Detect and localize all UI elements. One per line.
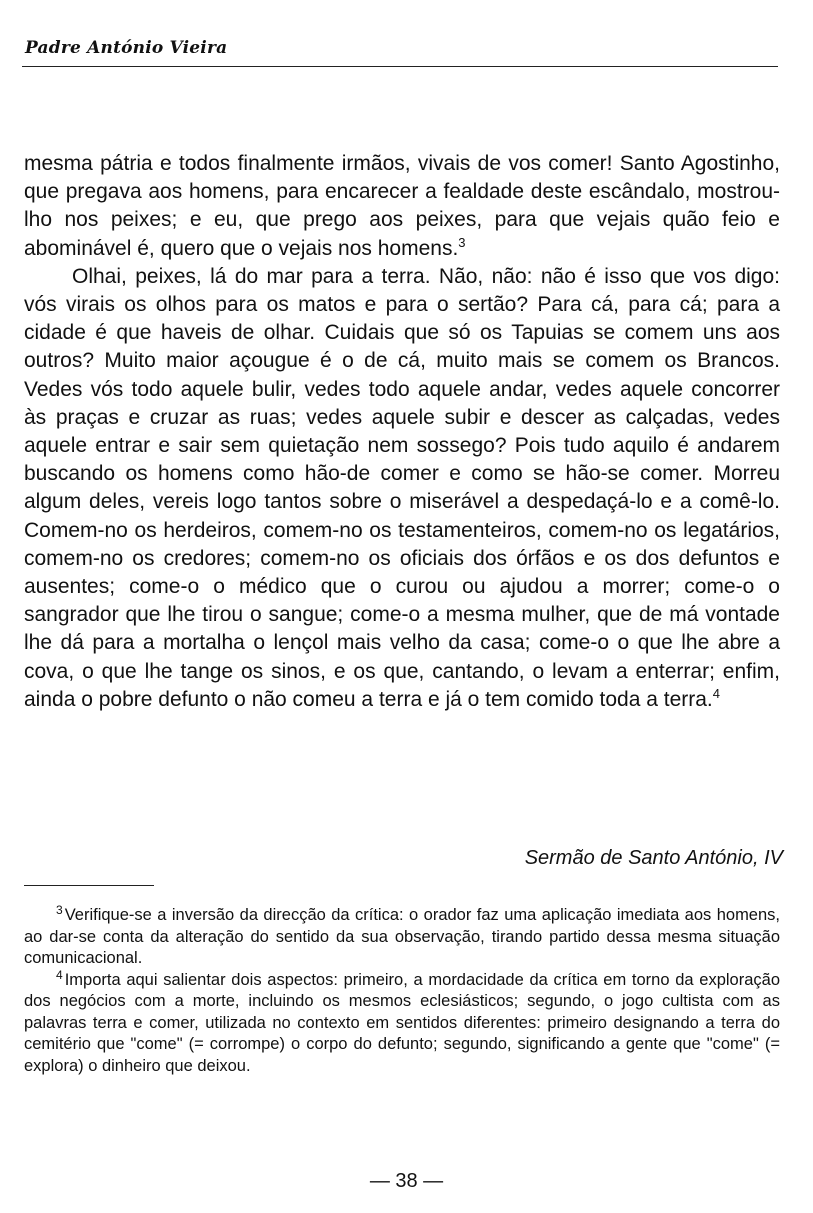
footnote-ref-3: 3	[458, 234, 466, 250]
main-text	[24, 150, 780, 714]
footnote-4-mark: 4	[56, 967, 63, 982]
paragraph-2-text: Olhai, peixes, lá do mar para a terra. Não, não: não é isso que vos digo: vós virais os olhos para os matos e para o sertão? Para cá, para cá; para a cidade é que haveis de olhar. Cuidais que só os Tapuias se comem uns aos outros? Muito maior açougue é o de cá, muito mais se comem os Brancos. Vedes vós todo aquele bulir, vedes todo aquele andar, vedes aquele concorrer às praças e cruzar as ruas; vedes aquele subir e descer as calçadas, vedes aquele entrar e sair sem quietação nem sossego? Pois tudo aquilo é andarem buscando os homens como hão-de comer e como se hão-se comer. Morreu algum deles, vereis logo tantos sobre o miserável a despedaçá-lo e a comê-lo. Comem-no os herdeiros, comem-no os testamenteiros, comem-no os legatários, comem-no os credores; comem-no os oficiais dos órfãos e os dos defuntos e ausentes; come-o o médico que o curou ou ajudou a morrer; come-o o sangrador que lhe tirou o sangue; come-o a mesma mulher, que de má vontade lhe dá para a mortalha o lençol mais velho da casa; come-o o que lhe abre a cova, o que lhe tange os sinos, e os que, cantando, o levam a enterrar; enfim, ainda o pobre defunto o não comeu a terra e já o tem comido toda a terra.	[24, 264, 780, 711]
footnote-4-text: Importa aqui salientar dois aspectos: primeiro, a mordacidade da crítica em torno da exploração dos negócios com a morte, incluindo os mesmos eclesiásticos; segundo, o jogo cultista com as palavras terra e comer, utilizada no contexto em sentidos diferentes: primeiro designando a terra do cemitério que "come" (= corrompe) o corpo do defunto; segundo, significando a gente que "come" (= explora) o dinheiro que deixou.	[24, 970, 780, 1075]
header-rule	[22, 66, 778, 67]
footnote-4	[24, 967, 780, 1078]
paragraph-1	[24, 150, 780, 263]
footnote-ref-4: 4	[712, 685, 720, 701]
page-number: — 38 —	[369, 1170, 444, 1192]
footnote-3-mark: 3	[56, 903, 63, 917]
sermon-citation: Sermão de Santo António, IV	[524, 847, 783, 869]
paragraph-2	[24, 263, 780, 714]
paragraph-1-text: mesma pátria e todos finalmente irmãos, vivais de vos comer! Santo Agostinho, que pregava aos homens, para encarecer a fealdade deste escândalo, mostrou-lho nos peixes; e eu, que prego aos peixes, para que vejais quão feio e abominável é, quero que o vejais nos homens.	[24, 152, 780, 260]
footnotes	[24, 905, 780, 1077]
footnote-3	[24, 905, 780, 970]
running-title: Padre António Vieira	[25, 38, 228, 58]
footnote-rule	[24, 885, 154, 886]
footnote-3-text: Verifique-se a inversão da direcção da crítica: o orador faz uma aplicação imediata aos homens, ao dar-se conta da alteração do sentido da sua observação, tirando partido dessa mesma situação comunicacional.	[24, 906, 780, 967]
